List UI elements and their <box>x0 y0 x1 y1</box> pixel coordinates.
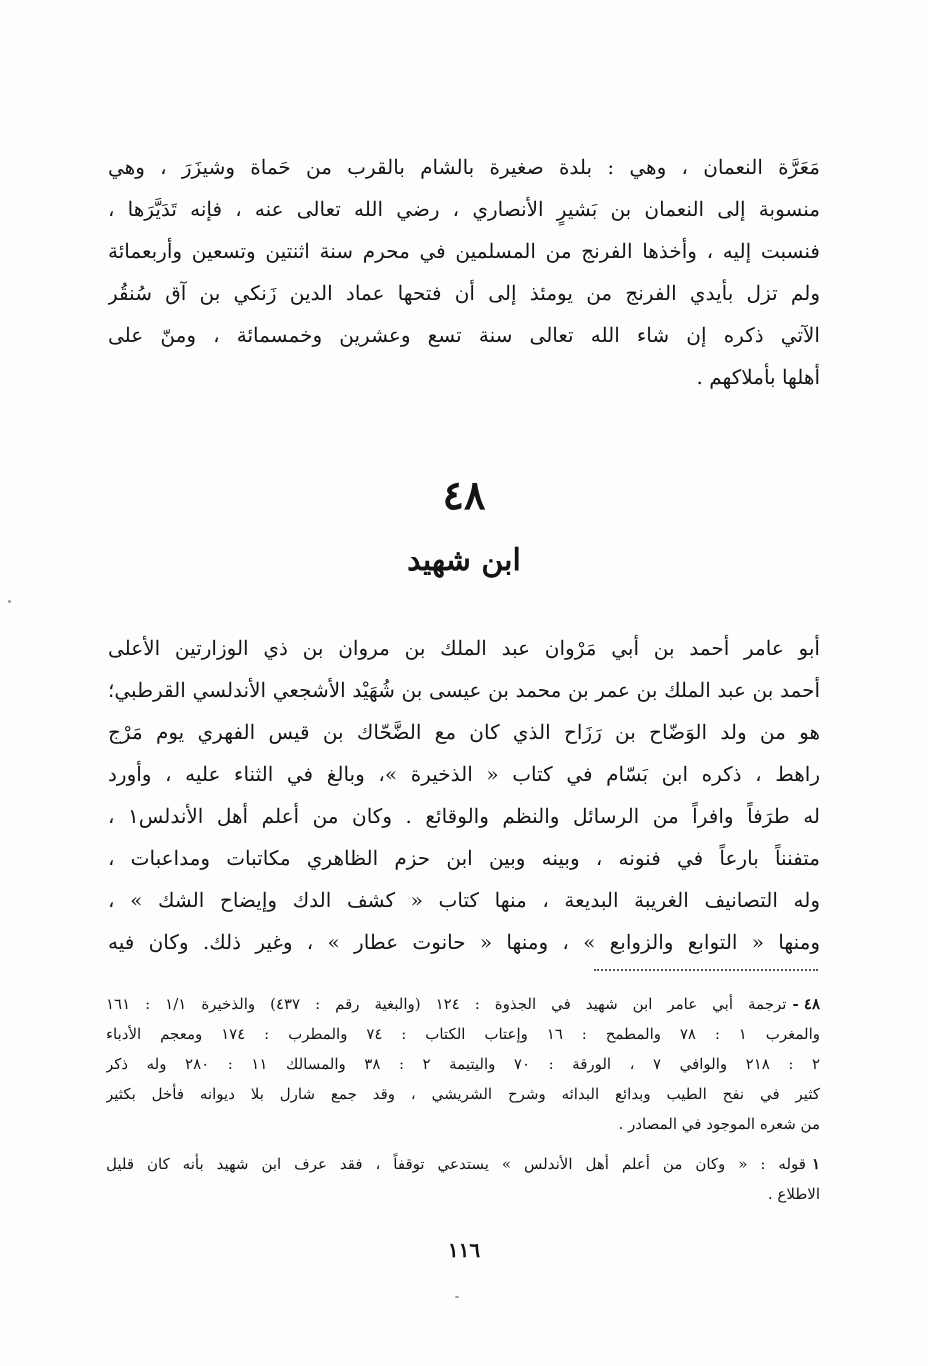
footnote-line: والمغرب ١ : ٧٨ والمطمح : ١٦ وإعتاب الكتاب : ٧٤ والمطرب : ١٧٤ ومعجم الأدباء <box>106 1025 820 1043</box>
text-line: منسوبة إلى النعمان بن بَشيرٍ الأنصاري ، رضي الله تعالى عنه ، فإنه تَدَيَّرَها ، <box>108 197 820 221</box>
footnote-line <box>106 1150 820 1178</box>
entry-number: ٤٨ <box>442 472 486 519</box>
text-line: ولم تزل بأيدي الفرنج من يومئذ إلى أن فتحها عماد الدين زَنكي بن آق سُنقُر <box>108 281 820 305</box>
footnote-line <box>106 990 820 1018</box>
footnote-line: ٢ : ٢١٨ والوافي ٧ ، الورقة : ٧٠ واليتيمة ٢ : ٣٨ والمسالك ١١ : ٢٨٠ وله ذكر <box>106 1055 820 1073</box>
footnote-line: الاطلاع . <box>767 1185 820 1203</box>
footnote-line: كثير في نفح الطيب وبدائع البدائه وشرح الشريشي ، وقد جمع شارل بلا ديوانه فأخل بكثير <box>106 1085 820 1103</box>
text-line: وله التصانيف الغريبة البديعة ، منها كتاب « كشف الدك وإيضاح الشك » ، <box>108 888 820 912</box>
text-line: متفنناً بارعاً في فنونه ، وبينه وبين ابن حزم الظاهري مكاتبات ومداعبات ، <box>108 846 820 870</box>
text-line: هو من ولد الوَضّاح بن رَزَاح الذي كان مع الضَّحّاك بن قيس الفهري يوم مَرْج <box>108 720 820 744</box>
footnote-text: ترجمة أبي عامر ابن شهيد في الجذوة : ١٢٤ (والبغية رقم : ٤٣٧) والذخيرة ١/١ : ١٦١ <box>106 995 787 1013</box>
footnote-marker: ١ <box>811 1155 820 1173</box>
text-line: راهط ، ذكره ابن بَسّام في كتاب « الذخيرة »، وبالغ في الثناء عليه ، وأورد <box>108 762 820 786</box>
footnote-marker: ٤٨ - <box>792 995 820 1013</box>
footnote-text: قوله : « وكان من أعلم أهل الأندلس » يستدعي توقفاً ، فقد عرف ابن شهيد بأنه كان قليل <box>106 1155 806 1173</box>
footnote-separator <box>594 969 818 971</box>
page-number: ١١٦ <box>447 1238 481 1262</box>
text-line: فنسبت إليه ، وأخذها الفرنج من المسلمين في محرم سنة اثنتين وتسعين وأربعمائة <box>108 239 820 263</box>
text-line: ومنها « التوابع والزوابع » ، ومنها « حانوت عطار » ، وغير ذلك. وكان فيه <box>108 930 820 954</box>
text-line: الآتي ذكره إن شاء الله تعالى سنة تسع وعشرين وخمسمائة ، ومنّ على <box>108 323 820 347</box>
text-line: أبو عامر أحمد بن أبي مَرْوان عبد الملك بن مروان بن ذي الوزارتين الأعلى <box>108 636 820 660</box>
text-line: أحمد بن عبد الملك بن عمر بن محمد بن عيسى بن شُهَيْد الأشجعي الأندلسي القرطبي؛ <box>108 678 820 702</box>
entry-title: ابن شهيد <box>407 543 521 578</box>
text-line: أهلها بأملاكهم . <box>696 365 820 389</box>
scan-speck <box>455 1296 459 1298</box>
text-line: مَعَرَّة النعمان ، وهي : بلدة صغيرة بالشام بالقرب من حَماة وشيزَرَ ، وهي <box>108 155 820 179</box>
text-line: له طرَفاً وافراً من الرسائل والنظم والوقائع . وكان من أعلم أهل الأندلس١ ، <box>108 804 820 828</box>
footnote-line: من شعره الموجود في المصادر . <box>618 1115 820 1133</box>
scan-speck <box>8 600 11 603</box>
